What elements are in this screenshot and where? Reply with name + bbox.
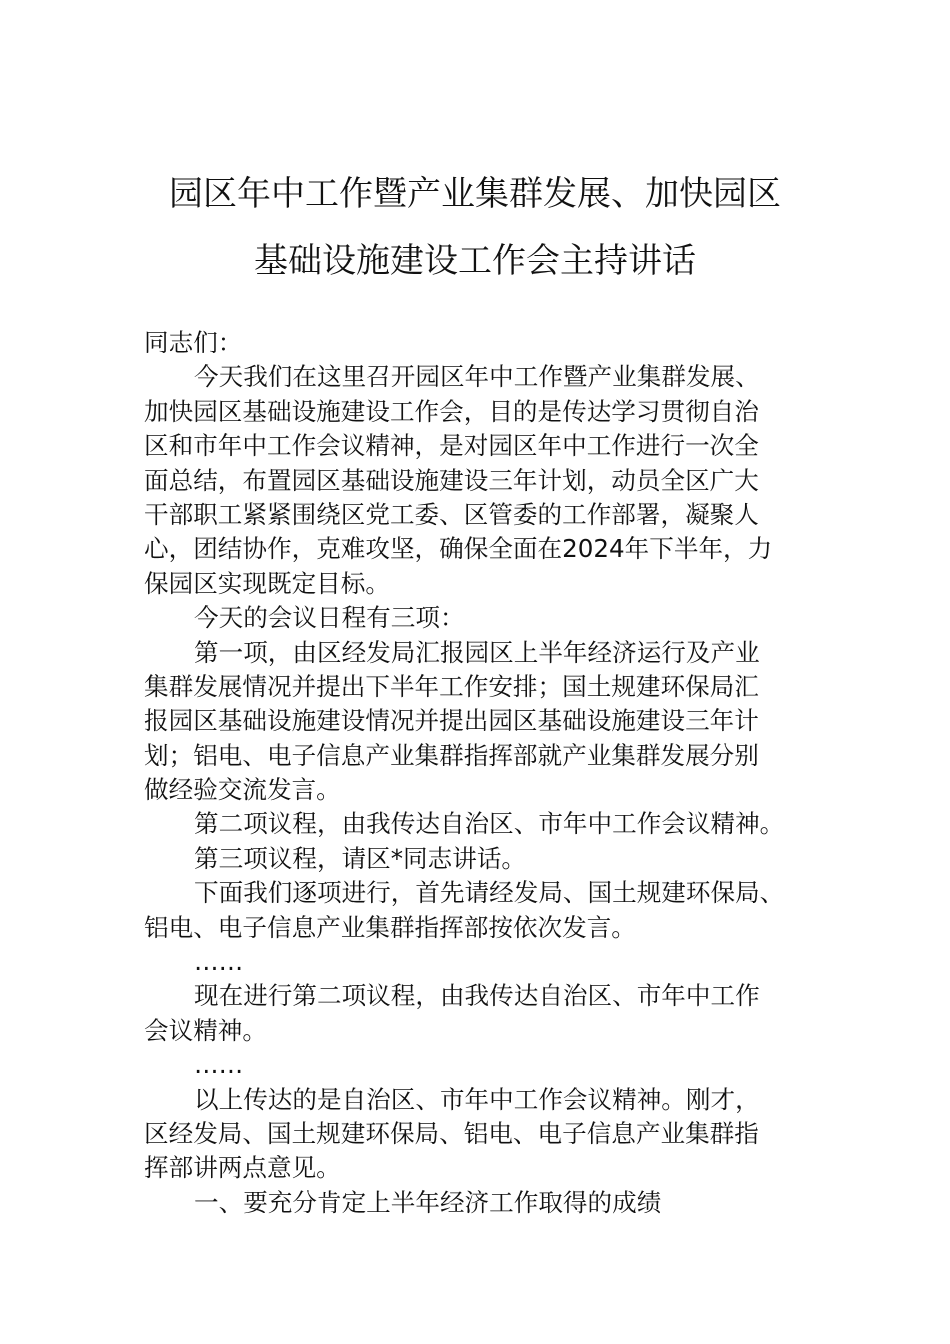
paragraph-agenda-item-1 (144, 636, 816, 808)
text-line: 区和市年中工作会议精神，是对园区年中工作进行一次全 (144, 431, 759, 461)
paragraph-agenda-intro (144, 601, 816, 635)
text-line: 干部职工紧紧围绕区党工委、区管委的工作部署，凝聚人 (144, 499, 759, 529)
text-line: 会议精神。 (144, 1015, 267, 1045)
text-line: 心，团结协作，克难攻坚，确保全面在2024年下半年，力 (144, 534, 773, 564)
text-line: 现在进行第二项议程，由我传达自治区、市年中工作 (194, 981, 760, 1011)
text-line: 保园区实现既定目标。 (144, 568, 390, 598)
document-title-line-2: 基础设施建设工作会主持讲话 (254, 241, 696, 281)
text-line: 今天我们在这里召开园区年中工作暨产业集群发展、 (194, 362, 760, 392)
paragraph-agenda-item-3 (144, 842, 816, 876)
text-line: 第三项议程，请区*同志讲话。 (194, 843, 527, 873)
text-line: 第一项，由区经发局汇报园区上半年经济运行及产业 (194, 637, 760, 667)
text-line: 划；铝电、电子信息产业集群指挥部就产业集群发展分别 (144, 740, 759, 770)
paragraph-agenda-item-2 (144, 807, 816, 841)
text-line: 面总结，布置园区基础设施建设三年计划，动员全区广大 (144, 465, 759, 495)
text-line: 铝电、电子信息产业集群指挥部按依次发言。 (144, 912, 636, 942)
salutation: 同志们： (144, 328, 243, 357)
text-line: 今天的会议日程有三项： (194, 603, 465, 633)
ellipsis: …… (194, 1050, 244, 1080)
text-line: 以上传达的是自治区、市年中工作会议精神。刚才， (194, 1084, 760, 1114)
text-line: 第二项议程，由我传达自治区、市年中工作会议精神。 (194, 809, 785, 839)
text-line: 挥部讲两点意见。 (144, 1153, 341, 1183)
paragraph-ellipsis-1 (144, 945, 816, 979)
paragraph-opening (144, 360, 816, 601)
section-heading-1 (144, 1186, 816, 1220)
text-line: 一、要充分肯定上半年经济工作取得的成绩 (194, 1187, 662, 1217)
text-line: 加快园区基础设施建设工作会，目的是传达学习贯彻自治 (144, 396, 759, 426)
paragraph-summary (144, 1083, 816, 1186)
document-title-line-1: 园区年中工作暨产业集群发展、加快园区 (169, 174, 781, 214)
text-line: 报园区基础设施建设情况并提出园区基础设施建设三年计 (144, 706, 759, 736)
ellipsis: …… (194, 947, 244, 977)
paragraph-proceed (144, 876, 816, 945)
text-line: 区经发局、国土规建环保局、铝电、电子信息产业集群指 (144, 1118, 759, 1148)
text-line: 做经验交流发言。 (144, 775, 341, 805)
paragraph-second-item (144, 979, 816, 1048)
document-body (144, 326, 816, 1220)
paragraph-ellipsis-2 (144, 1048, 816, 1082)
text-line: 集群发展情况并提出下半年工作安排；国土规建环保局汇 (144, 671, 759, 701)
text-line: 下面我们逐项进行，首先请经发局、国土规建环保局、 (194, 878, 785, 908)
